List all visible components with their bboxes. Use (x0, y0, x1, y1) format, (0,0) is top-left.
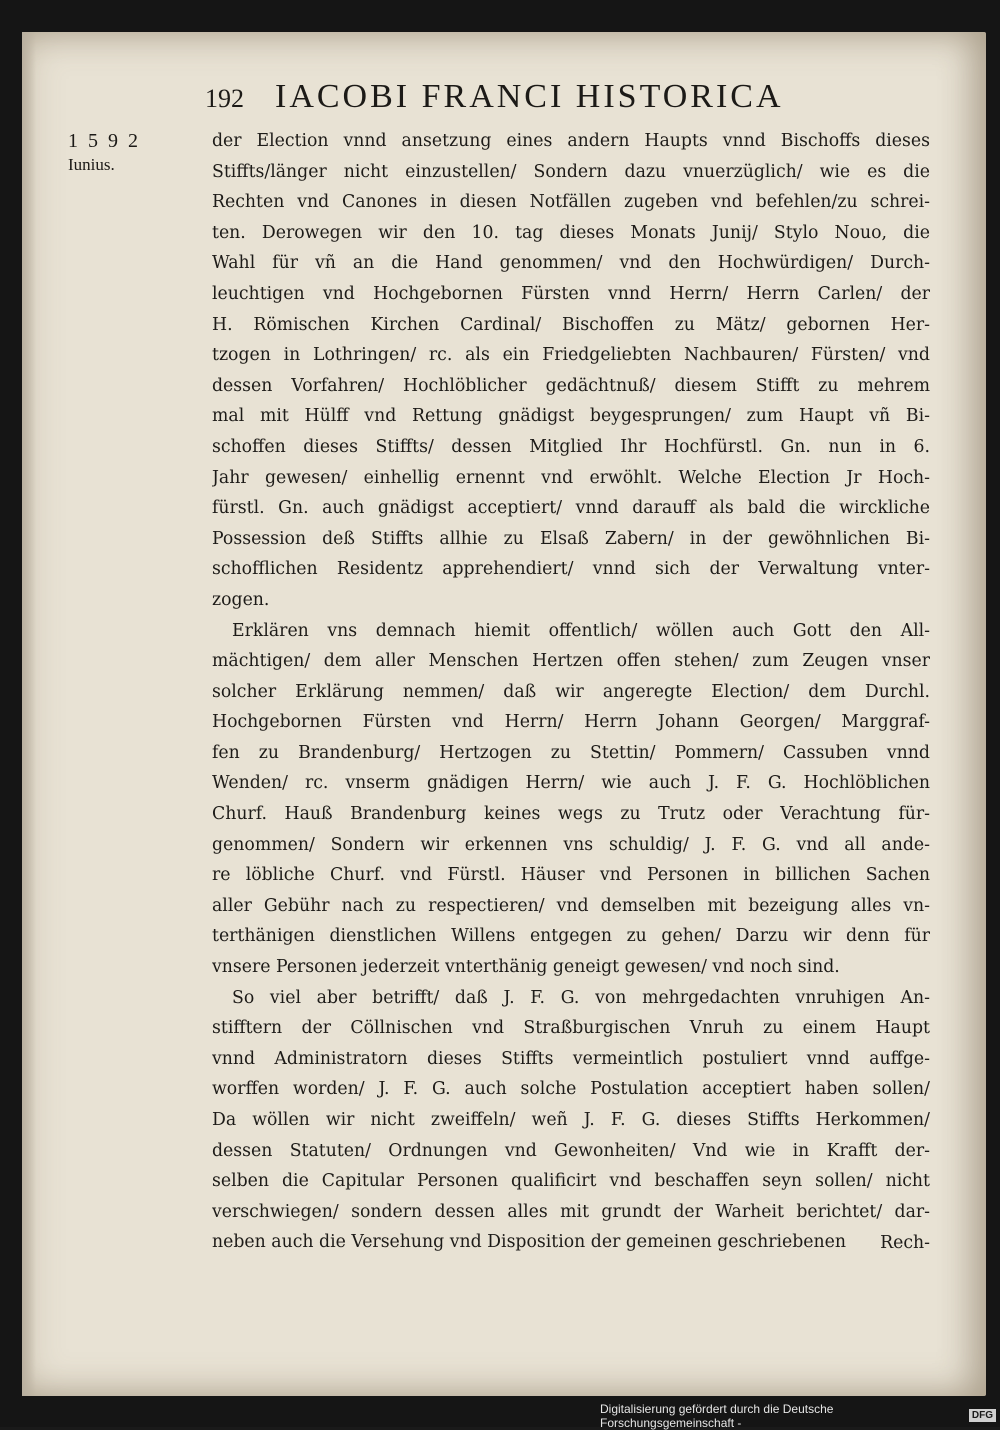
margin-note (68, 128, 168, 176)
text-line: Hochgebornen Fürsten vnd Herrn/ Herrn Johann Georgen/ Marggraf- (212, 712, 930, 733)
text-line: verschwiegen/ sondern dessen alles mit grundt der Warheit berichtet/ dar- (212, 1201, 930, 1222)
text-line: selben die Capitular Personen qualificirt vnd beschaffen seyn sollen/ nicht (212, 1171, 930, 1192)
text-line: dessen Statuten/ Ordnungen vnd Gewonheiten/ Vnd wie in Krafft der- (212, 1140, 930, 1161)
footer-credit: Digitalisierung gefördert durch die Deutsche Forschungsgemeinschaft - (600, 1401, 834, 1430)
footer-credit-strip (600, 1401, 1000, 1430)
text-line: Possession deß Stiffts allhie zu Elsaß Zabern/ in der gewöhnlichen Bi- (212, 528, 930, 549)
page-number: 192 (205, 84, 244, 113)
text-line: der Election vnnd ansetzung eines andern Haupts vnnd Bischoffs dieses (212, 131, 930, 151)
text-line: Wenden/ rc. vnserm gnädigen Herrn/ wie auch J. F. G. Hochlöblichen (212, 773, 930, 794)
text-line: tzogen in Lothringen/ rc. als ein Friedgeliebten Nachbauren/ Fürsten/ vnd (212, 345, 930, 366)
text-line: Wahl für vñ an die Hand genommen/ vnd den Hochwürdigen/ Durch- (212, 253, 930, 274)
text-line: mächtigen/ dem aller Menschen Hertzen offen stehen/ zum Zeugen vnser (212, 651, 930, 672)
dfg-logo: DFG (969, 1409, 996, 1422)
text-line: dessen Vorfahren/ Hochlöblicher gedächtnuß/ diesem Stifft zu mehrem (212, 375, 930, 396)
text-line: worffen worden/ J. F. G. auch solche Postulation acceptiert haben sollen/ (212, 1079, 930, 1100)
running-title: IACOBI FRANCI HISTORICA (275, 78, 784, 115)
text-line: fen zu Brandenburg/ Hertzogen zu Stettin/ Pommern/ Cassuben vnnd (212, 742, 930, 763)
text-line: Da wöllen wir nicht zweiffeln/ weñ J. F. G. dieses Stiffts Herkommen/ (212, 1110, 930, 1130)
text-line: schoffen dieses Stiffts/ dessen Mitglied Ihr Hochfürstl. Gn. nun in 6. (212, 436, 930, 457)
catchword: Rech- (880, 1233, 930, 1253)
text-line: neben auch die Versehung vnd Disposition der gemeinen geschriebenen (212, 1232, 847, 1253)
text-line: solcher Erklärung nemmen/ daß wir angeregte Election/ dem Durchl. (212, 681, 930, 702)
text-line: Jahr gewesen/ einhellig ernennt vnd erwöhlt. Welche Election Jr Hoch- (212, 467, 930, 488)
running-head (205, 78, 865, 122)
text-line: Erklären vns demnach hiemit offentlich/ wöllen auch Gott den All- (232, 620, 930, 641)
text-line: re löbliche Churf. vnd Fürstl. Häuser vnd Personen in billichen Sachen (212, 865, 930, 886)
text-line: ten. Derowegen wir den 10. tag dieses Monats Junij/ Stylo Nouo, die (212, 222, 930, 243)
body-text (212, 126, 930, 1258)
text-line: stifftern der Cöllnischen vnd Straßburgischen Vnruh zu einem Haupt (212, 1018, 930, 1039)
text-line: zogen. (212, 589, 270, 610)
text-line: So viel aber betrifft/ daß J. F. G. von mehrgedachten vnruhigen An- (232, 987, 930, 1008)
text-line: leuchtigen vnd Hochgebornen Fürsten vnnd Herrn/ Herrn Carlen/ der (212, 283, 930, 304)
text-line: fürstl. Gn. auch gnädigst acceptiert/ vnnd darauff als bald die wirckliche (212, 498, 930, 519)
text-line: aller Gebühr nach zu respectieren/ vnd demselben mit bezeigung alles vn- (212, 895, 930, 916)
text-line: H. Römischen Kirchen Cardinal/ Bischoffen zu Mätz/ gebornen Her- (212, 314, 930, 335)
text-line: terthänigen dienstlichen Willens entgegen zu gehen/ Darzu wir denn für (212, 926, 930, 947)
text-line: Churf. Hauß Brandenburg keines wegs zu Trutz oder Verachtung für- (212, 804, 930, 825)
text-line: schofflichen Residentz apprehendiert/ vnnd sich der Verwaltung vnter- (212, 559, 930, 580)
page-gutter-shadow (22, 32, 36, 1396)
text-line: Rechten vnd Canones in diesen Notfällen zugeben vnd befehlen/zu schrei- (212, 192, 930, 213)
text-line: vnsere Personen jederzeit vnterthänig geneigt gewesen/ vnd noch sind. (212, 957, 840, 978)
text-line: mal mit Hülff vnd Rettung gnädigst beygesprungen/ zum Haupt vñ Bi- (212, 406, 930, 427)
margin-year: 1592 (68, 130, 148, 152)
text-line: Stiffts/länger nicht einzustellen/ Sondern dazu vnuerzüglich/ wie es die (212, 161, 930, 182)
text-line: vnnd Administratorn dieses Stiffts vermeintlich postuliert vnnd auffge- (212, 1048, 930, 1069)
margin-month: Iunius. (68, 155, 115, 174)
text-line: genommen/ Sondern wir erkennen vns schuldig/ J. F. G. vnd all ande- (212, 834, 930, 855)
